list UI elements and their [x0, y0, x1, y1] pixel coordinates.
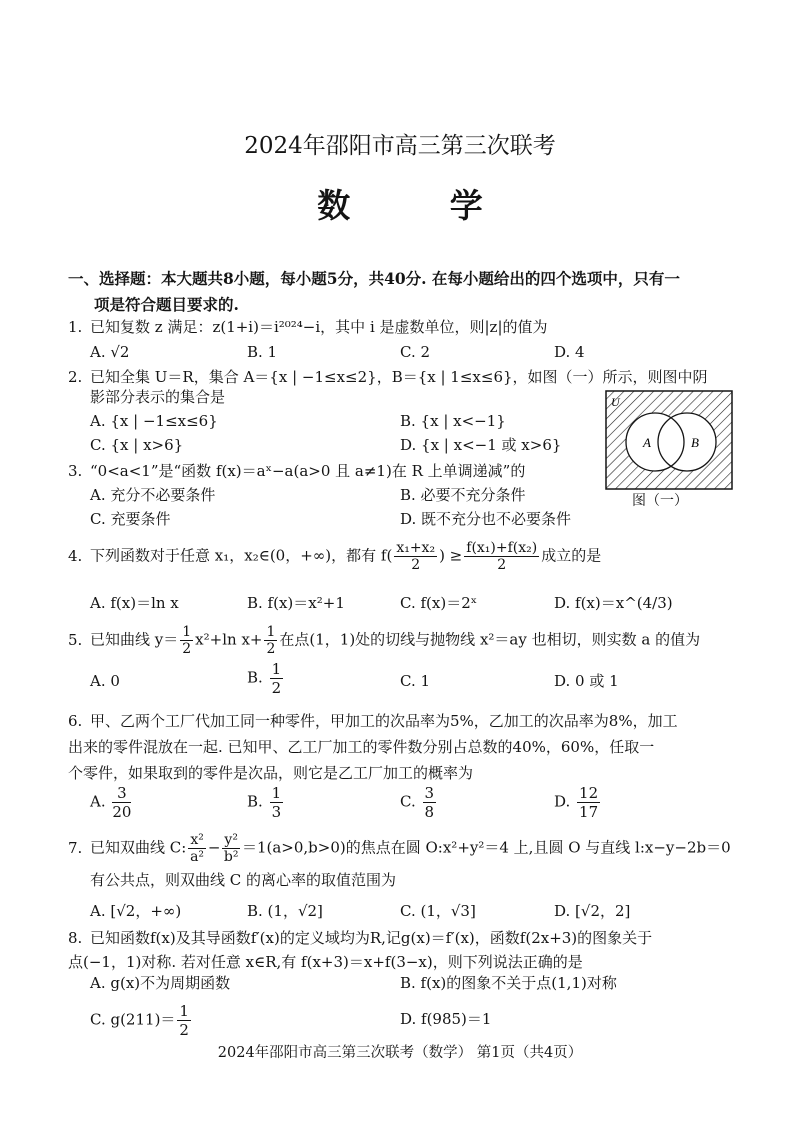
option-c: C. 充要条件	[90, 510, 171, 528]
option-a: A. g(x)不为周期函数	[90, 974, 231, 992]
label-b: B	[691, 435, 699, 450]
option-c: C. {x | x>6}	[90, 436, 184, 454]
option-a: A. f(x)＝ln x	[90, 594, 179, 612]
subject-title: 数 学	[317, 186, 527, 225]
question-6	[68, 708, 740, 786]
option-d: D. [√2，2]	[554, 902, 631, 920]
figure-caption: 图（一）	[632, 493, 688, 509]
fraction: $\frac{\text{x₁+x₂}}{2}$	[396, 540, 436, 573]
question-3	[68, 462, 740, 482]
section-line-1: 一、选择题：本大题共8小题，每小题5分，共40分. 在每小题给出的四个选项中，只有一	[68, 269, 680, 288]
question-4	[68, 540, 740, 573]
option-d: D. f(985)＝1	[400, 1010, 492, 1028]
option-a: A. √2	[90, 343, 130, 361]
question-number: 4.	[68, 546, 83, 565]
option-b: B. 1	[247, 343, 278, 361]
option-a: A. [√2，+∞)	[90, 902, 182, 920]
question-stem-cont: 出来的零件混放在一起. 已知甲、乙工厂加工的零件数分别占总数的40%，60%，任取一	[68, 738, 655, 756]
section-heading	[68, 266, 740, 318]
fraction: $\frac{\text{y²}}{\text{b²}}$	[223, 832, 239, 865]
question-number: 2.	[68, 368, 83, 386]
option-d: D. f(x)＝x^(4/3)	[554, 594, 673, 612]
question-stem-cont: 点(−1，1)对称. 若对任意 x∈R,有 f(x+3)＝x+f(3−x)，则下列说法正确的是	[68, 953, 583, 971]
option-d: D. 4	[554, 343, 585, 361]
question-number: 5.	[68, 630, 83, 649]
question-number: 8.	[68, 929, 83, 947]
question-7	[68, 832, 740, 891]
question-stem: 已知函数f(x)及其导函数f′(x)的定义域均为R,记g(x)＝f′(x)，函数f(2x+3)的图象关于	[90, 929, 653, 947]
fraction: $\frac{\text{f(x₁)+f(x₂)}}{2}$	[466, 540, 538, 573]
question-number: 1.	[68, 318, 83, 336]
option-d: D. {x | x<−1 或 x>6}	[400, 436, 562, 454]
question-stem-end: 在点(1，1)处的切线与抛物线 x²＝ay 也相切，则实数 a 的值为	[279, 630, 701, 649]
question-stem-cont: 影部分表示的集合是	[90, 387, 226, 406]
option-b: B. $\frac{1}{2}$	[247, 660, 282, 697]
section-line-2: 项是符合题目要求的.	[94, 295, 239, 314]
option-a: A. $\frac{3}{20}$	[90, 784, 132, 821]
option-a: A. 0	[90, 672, 120, 690]
option-c: C. $\frac{3}{8}$	[400, 784, 435, 821]
option-c: C. f(x)＝2ˣ	[400, 594, 478, 612]
option-c: C. (1，√3]	[400, 902, 476, 920]
option-b: B. {x | x<−1}	[400, 412, 506, 430]
label-a: A	[643, 435, 651, 450]
label-u: U	[611, 395, 620, 409]
question-8	[68, 926, 740, 974]
question-1	[68, 318, 740, 338]
option-c: C. g(211)＝ $\frac{1}{2}$	[90, 1002, 189, 1039]
question-number: 7.	[68, 838, 83, 857]
question-stem: 已知全集 U＝R，集合 A＝{x | −1≤x≤2}，B＝{x | 1≤x≤6}，如图（一）所示，则图中阴	[90, 368, 708, 386]
page-footer: 2024年邵阳市高三第三次联考（数学） 第1页（共4页）	[217, 1045, 583, 1061]
question-stem-mid: ) ≥	[439, 546, 463, 565]
option-d: D. $\frac{12}{17}$	[554, 784, 599, 821]
question-number: 6.	[68, 712, 83, 730]
question-stem: 下列函数对于任意 x₁，x₂∈(0，+∞)，都有 f(	[90, 546, 393, 565]
question-stem-mid: x²+ln x+	[195, 630, 263, 649]
option-b: B. f(x)＝x²+1	[247, 594, 345, 612]
question-stem: 已知双曲线 C:	[90, 838, 187, 857]
option-c: C. 1	[400, 672, 431, 690]
question-stem: 甲、乙两个工厂代加工同一种零件，甲加工的次品率为5%，乙加工的次品率为8%，加工	[90, 712, 678, 730]
question-stem: “0<a<1”是“函数 f(x)＝aˣ−a(a>0 且 a≠1)在 R 上单调递减”的	[90, 462, 526, 480]
question-stem: 已知复数 z 满足：z(1+i)＝i²⁰²⁴−i，其中 i 是虚数单位，则|z|的值为	[90, 318, 548, 336]
option-b: B. (1，√2]	[247, 902, 323, 920]
question-stem-cont: 个零件，如果取到的零件是次品，则它是乙工厂加工的概率为	[68, 764, 474, 782]
question-number: 3.	[68, 462, 83, 480]
option-d: D. 既不充分也不必要条件	[400, 510, 572, 528]
option-b: B. $\frac{1}{3}$	[247, 784, 282, 821]
fraction: $\frac{\text{x²}}{\text{a²}}$	[190, 832, 205, 865]
fraction: $\frac{1}{2}$	[182, 624, 192, 657]
question-stem-end: 成立的是	[541, 546, 602, 565]
option-a: A. {x | −1≤x≤6}	[90, 412, 218, 430]
question-stem: 已知曲线 y＝	[90, 630, 179, 649]
fraction: $\frac{1}{2}$	[266, 624, 276, 657]
question-stem-cont: 有公共点，则双曲线 C 的离心率的取值范围为	[90, 871, 397, 889]
question-stem-mid: −	[207, 838, 221, 857]
option-d: D. 0 或 1	[554, 672, 619, 690]
question-stem-end: ＝1(a>0,b>0)的焦点在圆 O:x²+y²＝4 上,且圆 O 与直线 l:x−y−2b＝0	[241, 838, 731, 857]
option-b: B. 必要不充分条件	[400, 486, 526, 504]
option-c: C. 2	[400, 343, 431, 361]
option-a: A. 充分不必要条件	[90, 486, 216, 504]
option-b: B. f(x)的图象不关于点(1,1)对称	[400, 974, 617, 992]
question-5	[68, 624, 740, 657]
exam-title: 2024年邵阳市高三第三次联考	[244, 133, 556, 159]
